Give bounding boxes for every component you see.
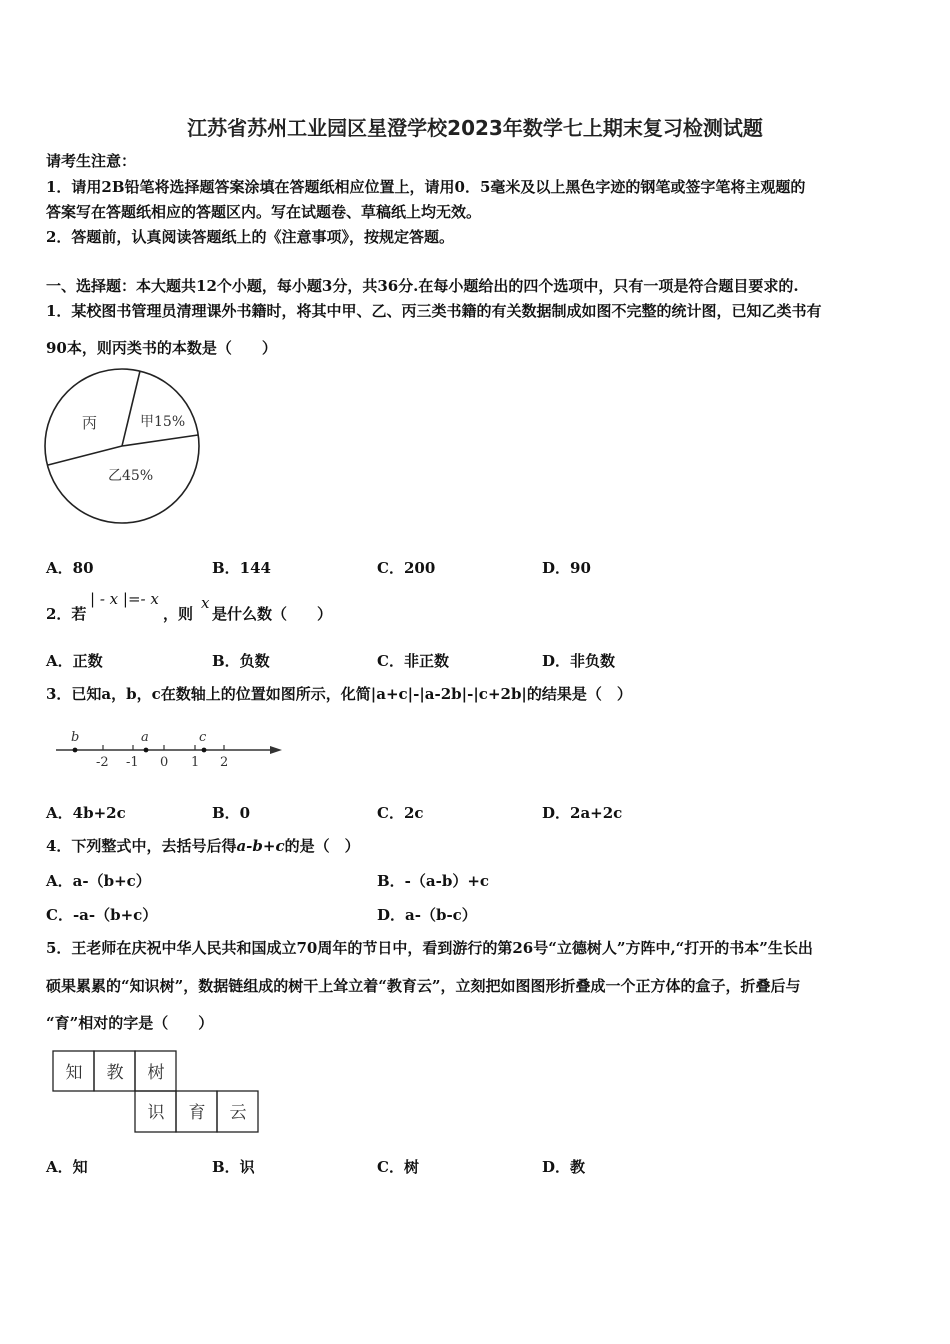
point-label-a: a [141, 730, 149, 745]
q2-suffix: 是什么数（ ） [212, 605, 333, 623]
number-line-arrow [270, 746, 282, 754]
q3-option-d: D．2a+2c [542, 804, 623, 822]
notice-line-1b: 答案写在答题纸相应的答题区内。写在试题卷、草稿纸上均无效。 [46, 203, 482, 221]
net-char-shi: 识 [147, 1103, 165, 1123]
q2-option-c: C．非正数 [377, 652, 449, 670]
q4-option-c: C．-a-（b+c） [46, 906, 158, 924]
q4-option-b: B．-（a-b）+c [377, 872, 490, 890]
q5-text-line2: 硕果累累的“知识树”，数据链组成的树干上耸立着“教育云”，立刻把如图图形折叠成一个正方体的盒子，折叠后与 [46, 977, 801, 995]
q1-text-line1: 1．某校图书管理员清理课外书籍时，将其中甲、乙、丙三类书籍的有关数据制成如图不完整的统计图，已知乙类书有 [46, 302, 822, 320]
q4-option-d: D．a-（b-c） [377, 906, 477, 924]
point-a [144, 748, 149, 753]
net-char-yu: 育 [188, 1103, 206, 1123]
pie-chart [42, 368, 202, 526]
q2-formula: | - x |=- x [90, 590, 159, 608]
q2-option-d: D．非负数 [542, 652, 616, 670]
tick-label-1: 1 [191, 755, 200, 770]
q4-suffix: 的是（ ） [284, 837, 360, 855]
q5-text-line3: “育”相对的字是（ ） [46, 1014, 214, 1032]
q4-text [46, 836, 360, 856]
tick-label-2: 2 [220, 755, 229, 770]
pie-label-jia: 甲15% [140, 414, 186, 430]
tick-label-0: 0 [160, 755, 169, 770]
q1-option-d: D．90 [542, 559, 591, 577]
q5-option-d: D．教 [542, 1158, 586, 1176]
q4-option-a: A．a-（b+c） [46, 872, 151, 890]
q5-option-c: C．树 [377, 1158, 419, 1176]
point-c [202, 748, 207, 753]
net-char-jiao: 教 [106, 1063, 124, 1083]
cube-net [52, 1050, 260, 1134]
net-char-zhi: 知 [65, 1063, 83, 1083]
q4-expression: a-b+c [236, 837, 285, 855]
point-label-b: b [71, 730, 80, 745]
notice-line-2: 2．答题前，认真阅读答题纸上的《注意事项》，按规定答题。 [46, 228, 454, 246]
net-char-yun: 云 [229, 1103, 247, 1123]
q2-prefix: 2．若 [46, 605, 87, 623]
q2-option-a: A．正数 [46, 652, 103, 670]
q1-option-b: B．144 [212, 559, 271, 577]
q1-text-line2: 90本，则丙类书的本数是（ ） [46, 339, 277, 357]
q3-text: 3．已知a，b，c在数轴上的位置如图所示，化简|a+c|-|a-2b|-|c+2b|的结果是（ ） [46, 685, 632, 703]
q3-option-c: C．2c [377, 804, 424, 822]
q2-var: x [201, 594, 210, 612]
pie-label-bing: 丙 [82, 414, 98, 432]
point-label-c: c [199, 730, 207, 745]
notice-heading: 请考生注意： [46, 152, 137, 170]
number-line [54, 726, 286, 770]
q5-text-line1: 5．王老师在庆祝中华人民共和国成立70周年的节日中，看到游行的第26号“立德树人”方阵中,“打开的书本”生长出 [46, 939, 813, 957]
point-b [73, 748, 78, 753]
section-heading: 一、选择题：本大题共12个小题，每小题3分，共36分.在每小题给出的四个选项中，只有一项是符合题目要求的. [46, 277, 799, 295]
q3-option-b: B．0 [212, 804, 251, 822]
q5-option-a: A．知 [46, 1158, 88, 1176]
q1-option-a: A．80 [46, 559, 94, 577]
q2-mid: ，则 [163, 605, 194, 623]
page-title: 江苏省苏州工业园区星澄学校2023年数学七上期末复习检测试题 [187, 116, 763, 140]
q4-prefix: 4．下列整式中，去括号后得 [46, 837, 237, 855]
q1-option-c: C．200 [377, 559, 436, 577]
q2-option-b: B．负数 [212, 652, 270, 670]
tick-label-neg1: -1 [126, 755, 139, 770]
net-char-shu: 树 [147, 1063, 165, 1083]
q5-option-b: B．识 [212, 1158, 255, 1176]
pie-label-yi: 乙45% [108, 468, 154, 484]
q3-option-a: A．4b+2c [46, 804, 126, 822]
notice-line-1a: 1．请用2B铅笔将选择题答案涂填在答题纸相应位置上，请用0．5毫米及以上黑色字迹的钢笔或签字笔将主观题的 [46, 178, 806, 196]
tick-label-neg2: -2 [96, 755, 109, 770]
